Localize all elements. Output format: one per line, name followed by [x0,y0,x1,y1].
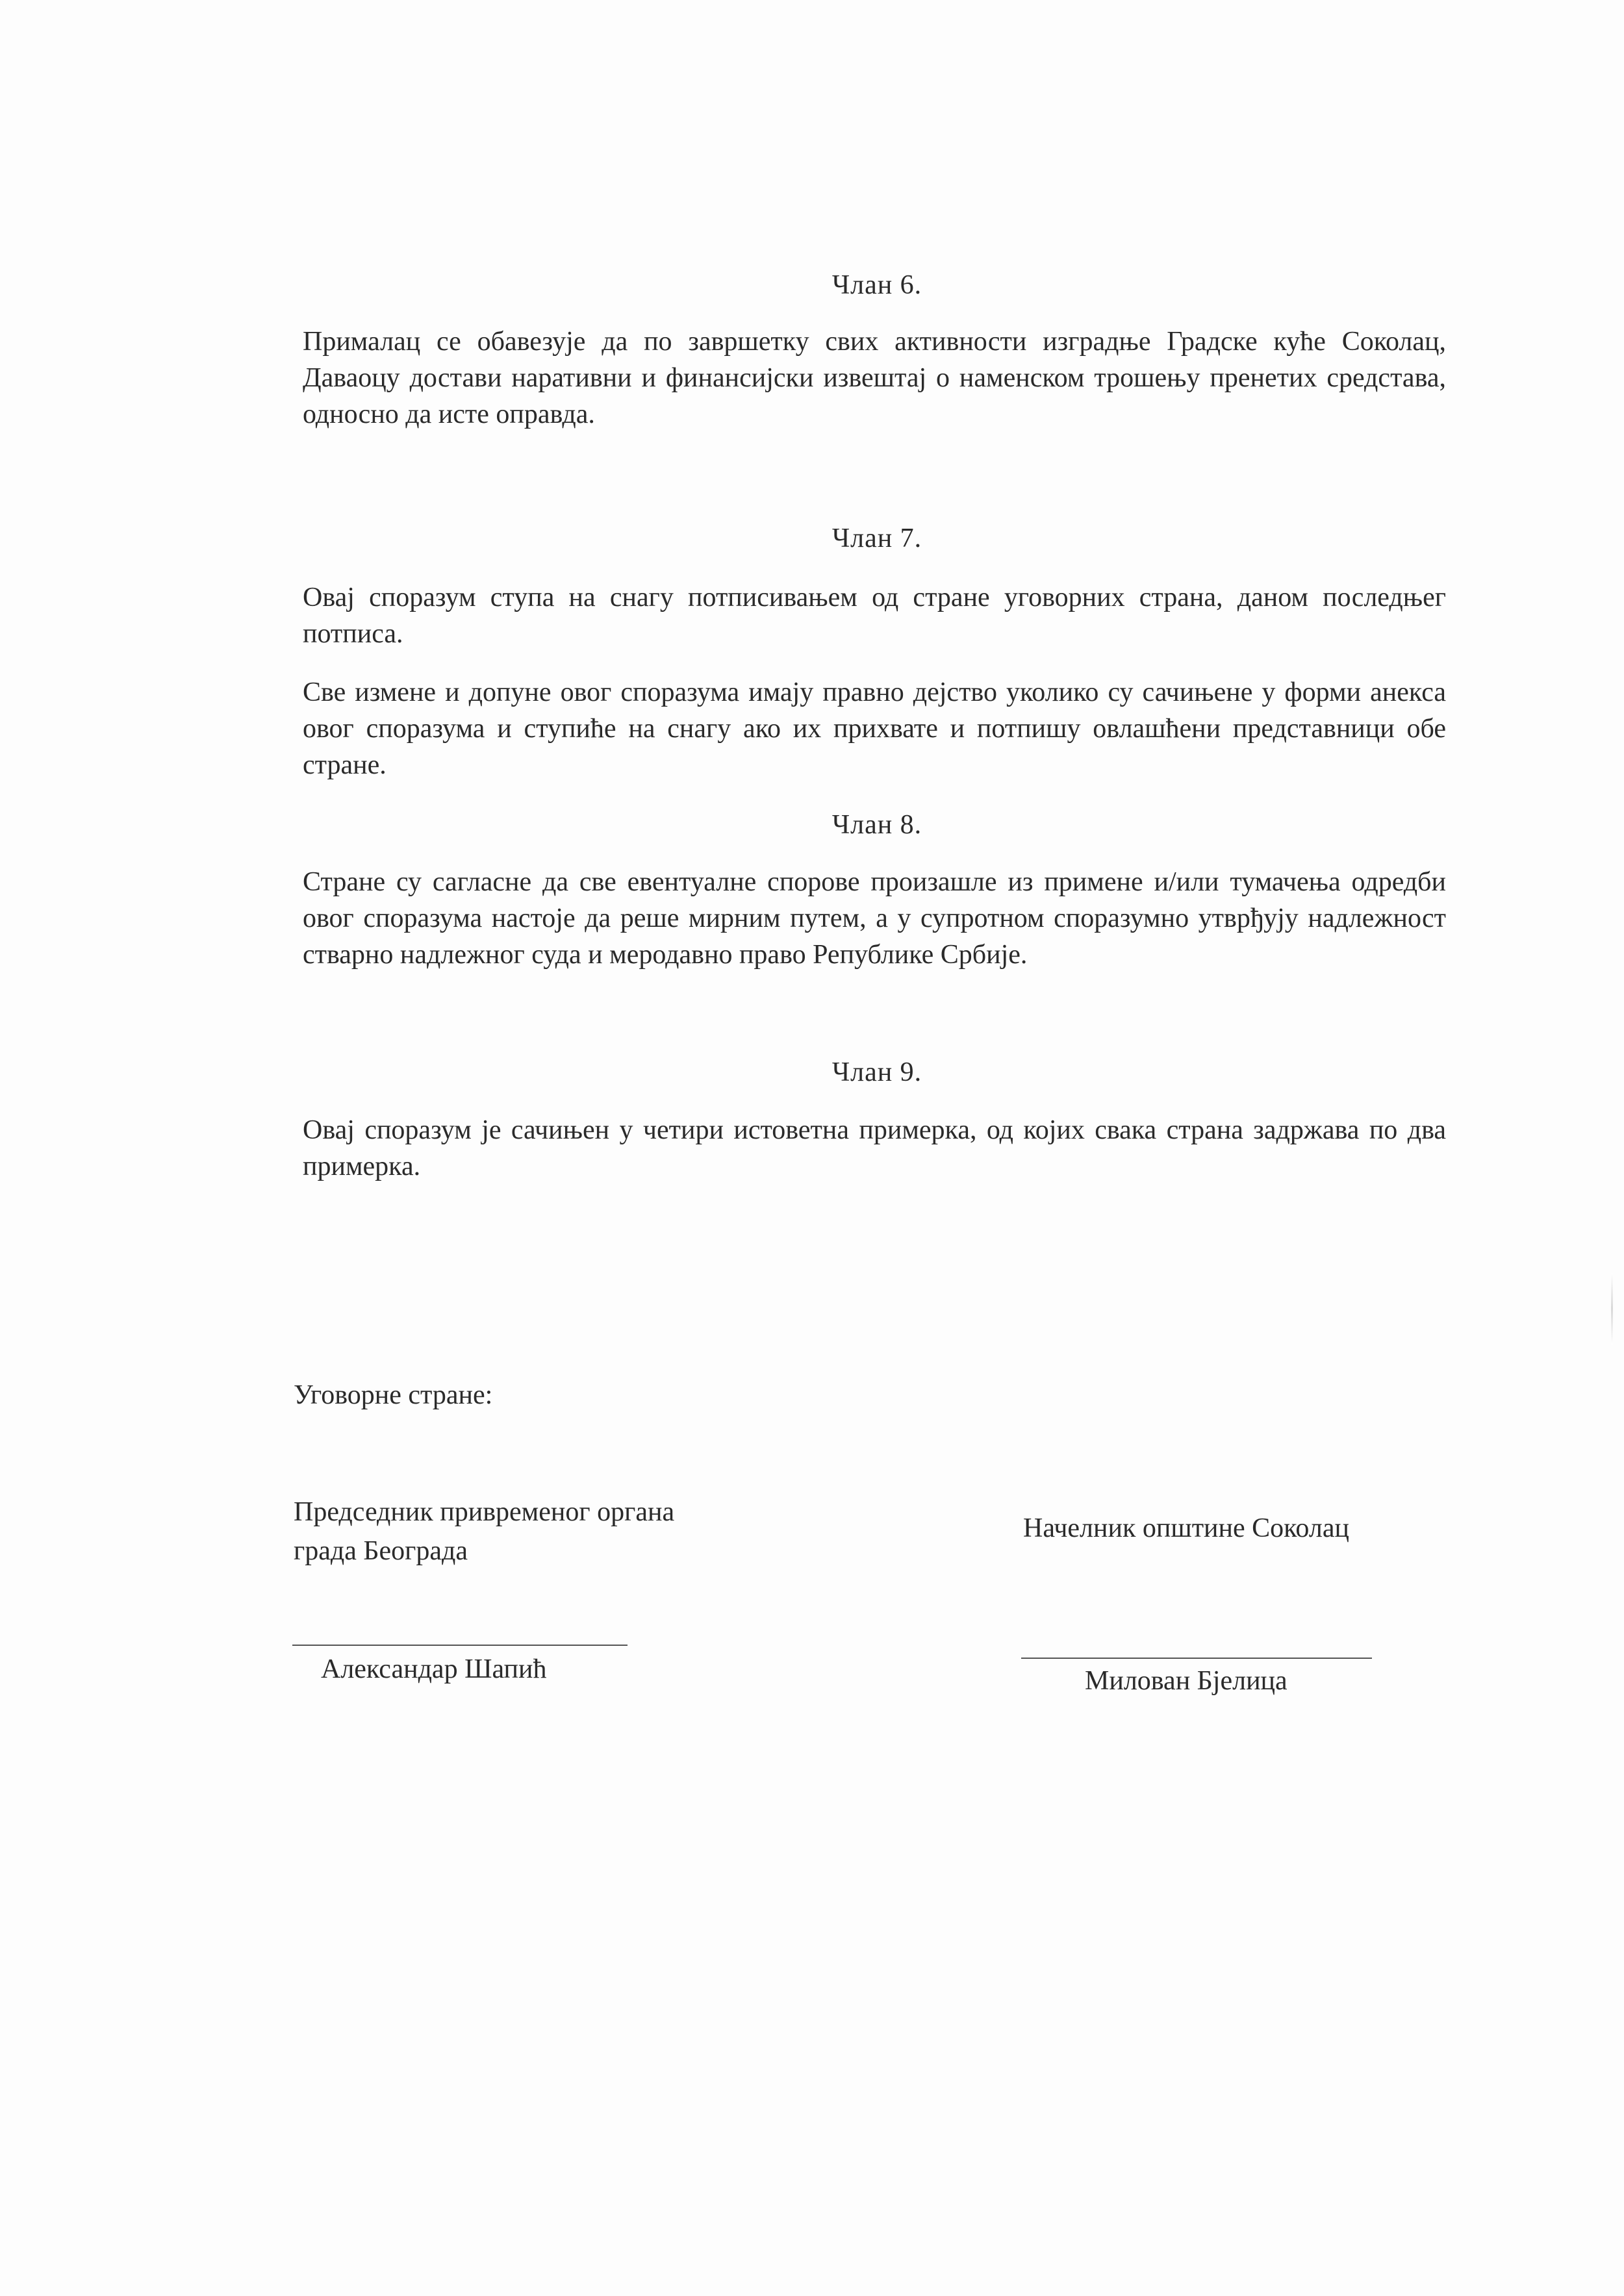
right-signature-line [1021,1658,1372,1659]
contracting-parties-label: Уговорне стране: [294,1380,493,1410]
article-9-heading: Члан 9. [831,1057,922,1087]
article-6-paragraph-1: Прималац се обавезује да по завршетку свих активности изградње Градске куће Соколац, Даваоцу достави наративни и финансијски извештај о наменском трошењу пренетих средстава, односно да исте оправда. [303,327,1446,429]
article-6-heading: Члан 6. [831,270,922,300]
article-7-paragraph-1: Овај споразум ступа на снагу потписивањем од стране уговорних страна, даном последњег потписа. [303,583,1446,649]
right-signatory-name: Милован Бјелица [1085,1666,1288,1696]
article-7-heading: Члан 7. [831,524,922,553]
scan-edge-mark [1611,1273,1613,1344]
left-signatory-title-line-2: града Београда [294,1536,468,1566]
left-signature-line [292,1645,628,1646]
left-signatory-title-line-1: Председник привременог органа [294,1497,675,1527]
article-8-paragraph-1: Стране су сагласне да све евентуалне спорове произашле из примене и/или тумачења одредби овог споразума настоје да реше мирним путем, а у супротном споразумно утврђују надлежност стварно надлежног суда и меродавно право Републике Србије. [303,867,1446,970]
left-signatory-name: Александар Шапић [321,1654,547,1684]
article-9-paragraph-1: Овај споразум је сачињен у четири истоветна примерка, од којих свака страна задржава по два примерка. [303,1115,1446,1181]
right-signatory-title: Начелник општине Соколац [1023,1513,1349,1543]
article-8-heading: Члан 8. [831,810,922,840]
article-7-paragraph-2: Све измене и допуне овог споразума имају правно дејство уколико су сачињене у форми анекса овог споразума и ступиће на снагу ако их прихвате и потпишу овлашћени представници обе стране. [303,677,1446,780]
